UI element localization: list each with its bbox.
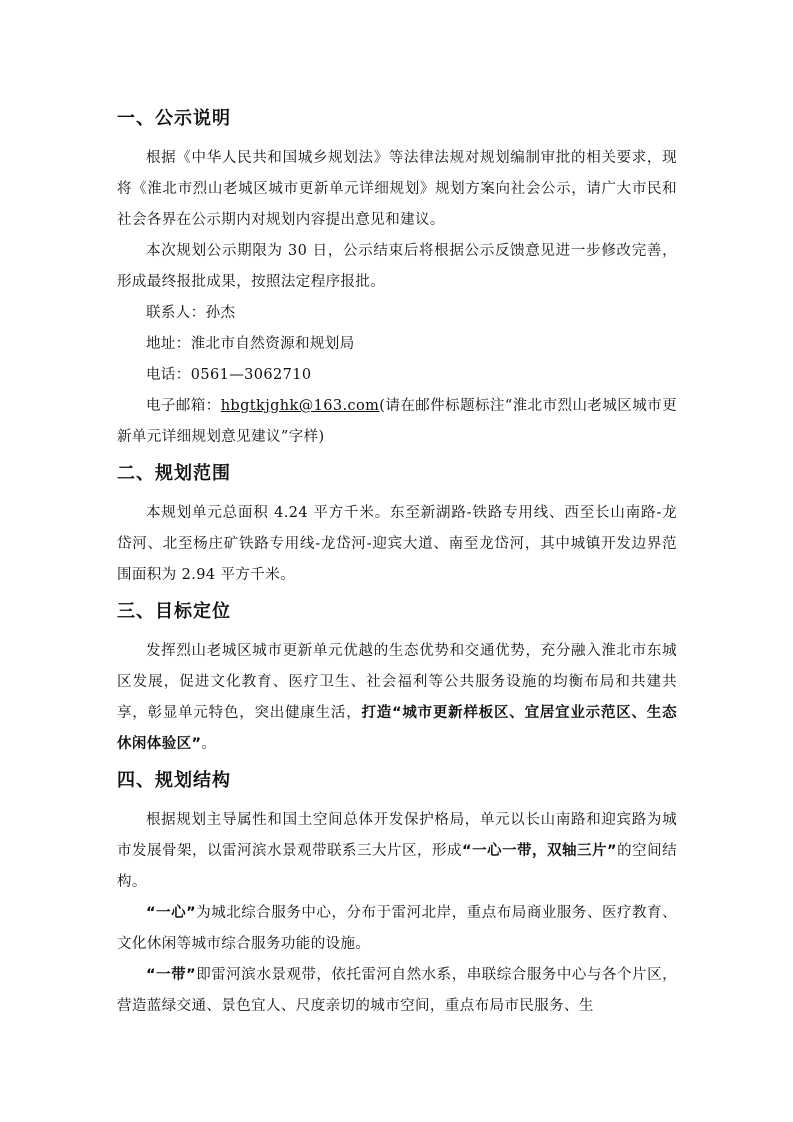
- section-heading: 三、目标定位: [117, 601, 231, 622]
- email-label: 电子邮箱：: [146, 398, 221, 414]
- paragraph-text: 根据规划主导属性和国土空间总体开发保护格局，单元以长山南路和迎宾路为城市发展骨架，以雷河滨水景观带联系三大片区，形成: [117, 812, 677, 859]
- paragraph-emphasis: “一带”: [146, 967, 197, 983]
- contact-line: [117, 298, 677, 329]
- paragraph: [117, 960, 677, 1022]
- contact-label: 联系人：: [146, 305, 206, 321]
- paragraph: 本规划单元总面积 4.24 平方千米。东至新湖路-铁路专用线、西至长山南路-龙岱河、北至杨庄矿铁路专用线-龙岱河-迎宾大道、南至龙岱河，其中城镇开发边界范围面积为 2.94 平方千米。: [117, 505, 677, 583]
- document-body: [117, 104, 677, 1024]
- section-heading: 二、规划范围: [117, 463, 231, 484]
- email-line: [117, 391, 677, 453]
- address-line: [117, 329, 677, 360]
- phone-label: 电话：: [146, 367, 191, 383]
- paragraph: [117, 636, 677, 760]
- phone-line: [117, 360, 677, 391]
- phone-value: 0561—3062710: [190, 367, 312, 383]
- section-heading: 一、公示说明: [117, 108, 231, 129]
- email-link[interactable]: hbgtkjghk@163.com: [220, 398, 380, 414]
- email-note: (请在邮件标题标注“淮北市烈山老城区城市更新单元详细规划意见建议”字样): [117, 398, 678, 445]
- paragraph: 本次规划公示期限为 30 日，公示结束后将根据公示反馈意见进一步修改完善，形成最终报批成果，按照法定程序报批。: [117, 243, 677, 290]
- section-heading: 四、规划结构: [117, 770, 231, 791]
- address-value: 淮北市自然资源和规划局: [190, 336, 355, 352]
- paragraph: 根据《中华人民共和国城乡规划法》等法律法规对规划编制审批的相关要求，现将《淮北市烈山老城区城市更新单元详细规划》规划方案向社会公示，请广大市民和社会各界在公示期内对规划内容提出意见和建议。: [117, 150, 677, 228]
- section-public-notice: [117, 104, 677, 453]
- paragraph-emphasis: 打造“城市更新样板区、宜居宜业示范区、生态休闲体验区”: [117, 705, 677, 752]
- section-planning-structure: [117, 766, 677, 1022]
- paragraph-text: 为城北综合服务中心，分布于雷河北岸，重点布局商业服务、医疗教育、文化休闲等城市综合服务功能的设施。: [117, 905, 678, 952]
- paragraph-emphasis: “一心一带，双轴三片”: [462, 843, 617, 859]
- paragraph-text: 即雷河滨水景观带，依托雷河自然水系，串联综合服务中心与各个片区，营造蓝绿交通、景色宜人、尺度亲切的城市空间，重点布局市民服务、生: [117, 967, 678, 1014]
- address-label: 地址：: [146, 336, 191, 352]
- section-target-positioning: [117, 597, 677, 760]
- paragraph: [117, 898, 677, 960]
- paragraph: [117, 805, 677, 898]
- section-planning-scope: [117, 459, 677, 591]
- paragraph-text: 。: [201, 736, 217, 752]
- paragraph-emphasis: “一心”: [146, 905, 197, 921]
- contact-name: 孙杰: [205, 305, 236, 321]
- paragraph-text: 的空间结构。: [117, 843, 677, 890]
- paragraph-text: 发挥烈山老城区城市更新单元优越的生态优势和交通优势，充分融入淮北市东城区发展，促进文化教育、医疗卫生、社会福利等公共服务设施的均衡布局和共建共享，彰显单元特色，突出健康生活，: [117, 643, 677, 721]
